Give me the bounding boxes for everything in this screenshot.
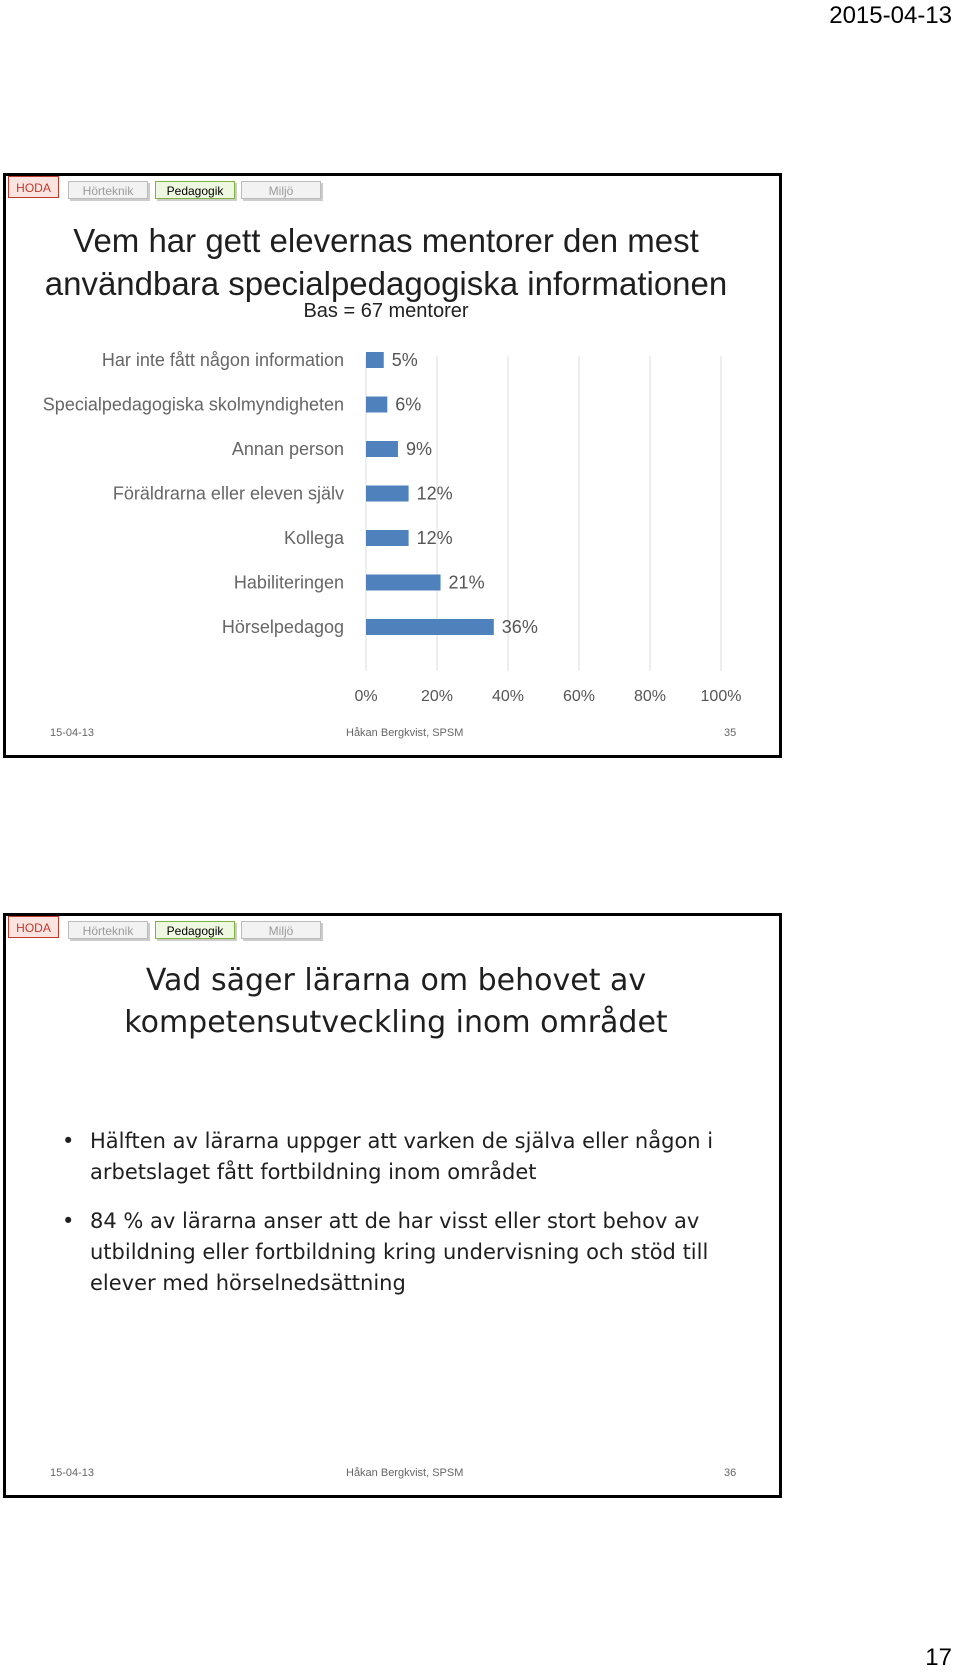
data-label: 9% [405,439,432,459]
data-label: 21% [448,572,485,593]
footer-slide-number: 35 [724,727,737,739]
page-date: 2015-04-13 [829,2,952,29]
category-label: Föräldrarna eller eleven själv [112,483,344,504]
category-label: Hörselpedagog [221,617,344,637]
data-label: 5% [391,350,418,370]
bullet-text: Hälften av lärarna uppger att varken de själva eller någon i arbetslaget fått fortbildning inom området [90,1129,714,1184]
slide-subtitle: Bas = 67 mentorer [303,300,469,322]
slide-title [6,960,786,1044]
data-label: 36% [501,617,538,637]
tab-miljo[interactable]: Miljö [241,921,321,939]
category-label: Habiliteringen [233,572,344,593]
bar [366,619,494,635]
x-tick-label: 80% [633,688,667,705]
bar [366,486,409,502]
slide-title-line: kompetensutveckling inom området [124,1005,668,1040]
bar-chart [6,176,779,755]
page-number: 17 [925,1644,952,1671]
slide-title-line: Vad säger lärarna om behovet av [145,963,647,998]
footer-date: 15-04-13 [50,727,95,739]
bullet-dot: • [62,1209,75,1233]
bar [366,397,387,413]
bullet-item [58,1126,748,1188]
slide-35 [3,173,782,758]
tab-horteknik[interactable]: Hörteknik [68,181,148,199]
x-tick-label: 0% [354,688,378,705]
slide-title-line: användbara specialpedagogiska informationen [44,265,728,302]
bullet-text: 84 % av lärarna anser att de har visst eller stort behov av utbildning eller fortbildning kring undervisning och stöd till elever med hörselnedsättning [90,1209,709,1295]
data-label: 12% [416,483,453,504]
bar [366,575,441,591]
bar [366,441,398,457]
bullet-dot: • [62,1129,75,1153]
slide-36 [3,913,782,1498]
category-label: Annan person [231,439,344,459]
data-label: 6% [395,394,422,415]
hoda-label[interactable]: HODA [8,916,59,938]
footer-slide-number: 36 [724,1467,737,1479]
bullet-item [58,1206,748,1299]
footer-author: Håkan Bergkvist, SPSM [346,1467,464,1479]
hoda-label[interactable]: HODA [8,176,59,198]
bar [366,352,384,368]
tab-pedagogik[interactable]: Pedagogik [155,181,235,199]
x-tick-label: 40% [491,688,525,705]
tab-pedagogik[interactable]: Pedagogik [155,921,235,939]
data-label: 12% [416,528,453,548]
x-tick-label: 100% [700,688,742,705]
footer-author: Håkan Bergkvist, SPSM [346,727,464,739]
bullet-list [58,1126,748,1317]
tab-miljo[interactable]: Miljö [241,181,321,199]
footer-date: 15-04-13 [50,1467,95,1479]
category-label: Har inte fått någon information [101,350,344,370]
slide-title-line: Vem har gett elevernas mentorer den mest [73,222,699,259]
category-label: Specialpedagogiska skolmyndigheten [42,394,344,415]
category-label: Kollega [283,528,344,548]
x-tick-label: 20% [420,688,454,705]
bar [366,530,409,546]
tab-horteknik[interactable]: Hörteknik [68,921,148,939]
x-tick-label: 60% [562,688,596,705]
